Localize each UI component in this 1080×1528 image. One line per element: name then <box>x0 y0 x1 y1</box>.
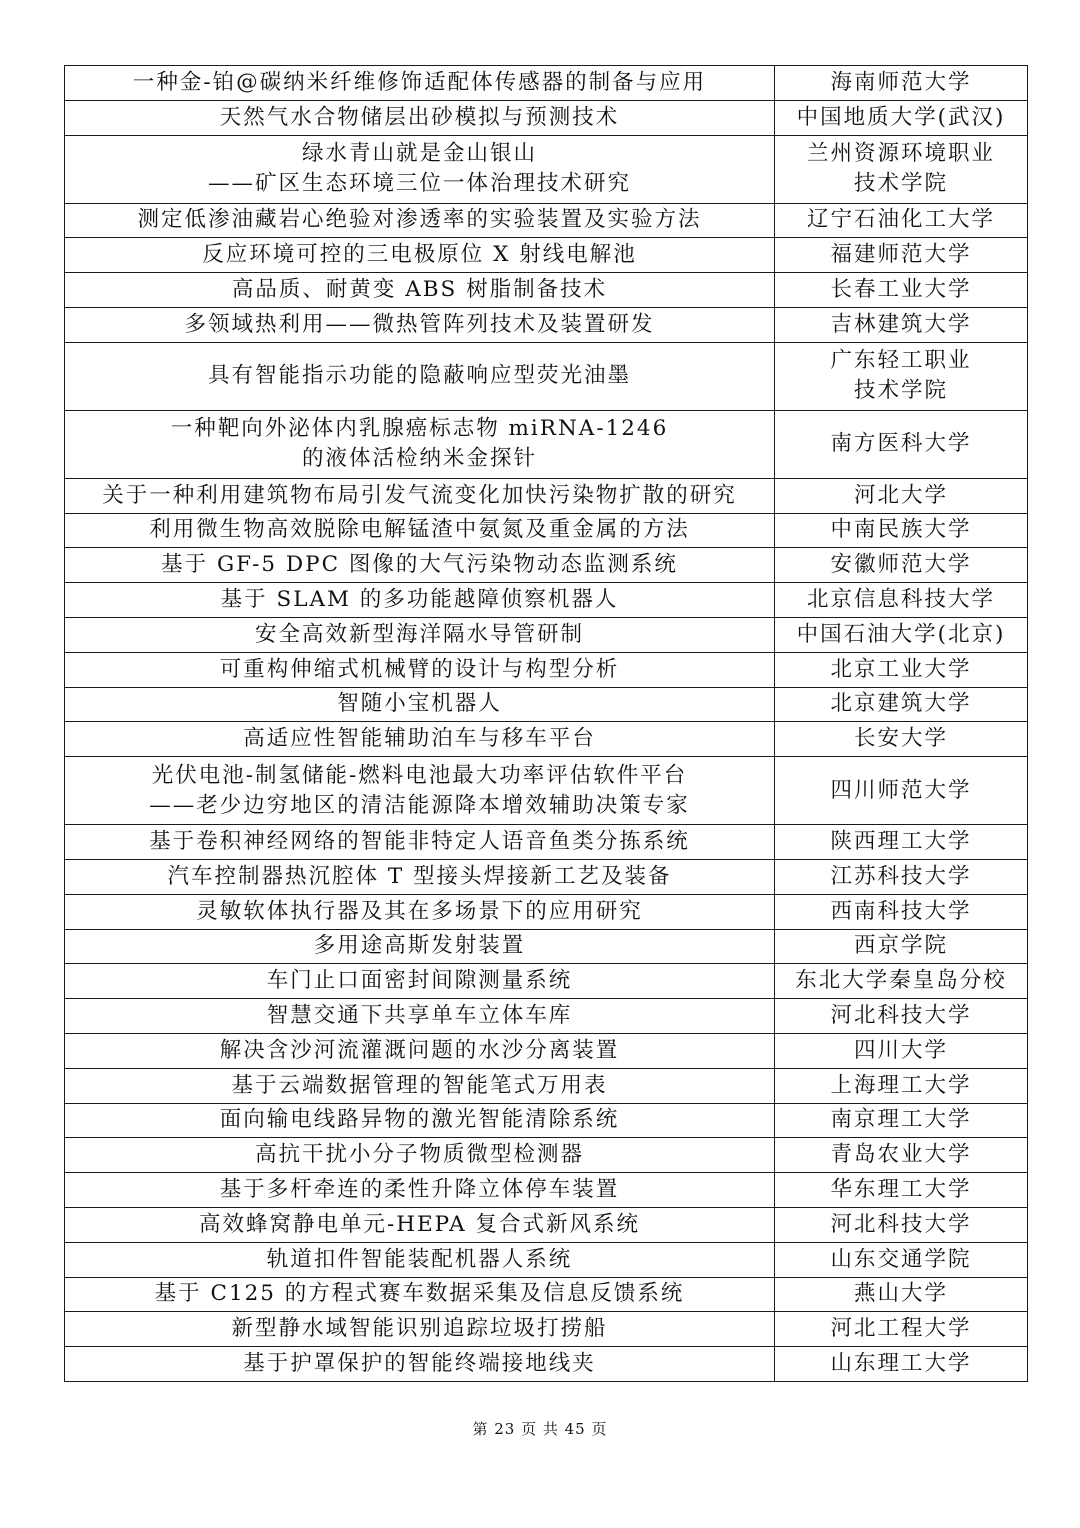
institution-cell <box>775 273 1028 308</box>
project-title-line: 基于护罩保护的智能终端接地线夹 <box>243 1351 596 1376</box>
institution-line: 四川大学 <box>853 1037 948 1063</box>
project-title-line: 基于 SLAM 的多功能越障侦察机器人 <box>220 587 619 613</box>
table-row <box>65 478 1028 513</box>
institution-line: 燕山大学 <box>853 1281 948 1307</box>
table-row <box>65 410 1028 478</box>
institution-line: 上海理工大学 <box>830 1072 972 1098</box>
table-row <box>65 203 1028 238</box>
project-title-line: ——老少边穷地区的清洁能源降本增效辅助决策专家 <box>149 792 690 818</box>
table-row <box>65 1033 1028 1068</box>
project-title-cell <box>65 929 775 964</box>
table-row <box>65 513 1028 548</box>
institution-line: 山东交通学院 <box>830 1246 972 1272</box>
table-row <box>65 894 1028 929</box>
table-row <box>65 757 1028 825</box>
project-title-cell <box>65 825 775 860</box>
institution-cell <box>775 859 1028 894</box>
project-title-cell <box>65 100 775 135</box>
project-title-cell <box>65 894 775 929</box>
project-title-line: 轨道扣件智能装配机器人系统 <box>266 1246 573 1272</box>
institution-line: 广东轻工职业 <box>830 348 972 374</box>
institution-cell <box>775 1103 1028 1138</box>
institution-line: 海南师范大学 <box>830 69 972 95</box>
table-row <box>65 859 1028 894</box>
institution-cell <box>775 894 1028 929</box>
project-title-line: 基于多杆牵连的柔性升降立体停车装置 <box>219 1177 620 1203</box>
project-title-line: 车门止口面密封间隙测量系统 <box>266 968 573 994</box>
institution-cell <box>775 652 1028 687</box>
project-title-cell <box>65 652 775 687</box>
institution-line: 中国地质大学(武汉) <box>796 104 1006 130</box>
institution-cell <box>775 410 1028 478</box>
project-title-line: 基于 GF-5 DPC 图像的大气污染物动态监测系统 <box>161 552 678 578</box>
project-title-line: 基于云端数据管理的智能笔式万用表 <box>231 1072 608 1098</box>
project-title-line: 可重构伸缩式机械臂的设计与构型分析 <box>219 656 620 682</box>
project-title-cell <box>65 548 775 583</box>
institution-cell <box>775 929 1028 964</box>
institution-cell <box>775 548 1028 583</box>
project-title-cell <box>65 238 775 273</box>
institution-line: 河北科技大学 <box>830 1003 972 1029</box>
table-row <box>65 1173 1028 1208</box>
project-title-cell <box>65 307 775 342</box>
institution-cell <box>775 1312 1028 1347</box>
project-title-cell <box>65 1033 775 1068</box>
institution-cell <box>775 478 1028 513</box>
institution-line: 北京信息科技大学 <box>806 587 995 613</box>
project-title-line: 安全高效新型海洋隔水导管研制 <box>254 621 584 647</box>
institution-line: 西南科技大学 <box>830 898 972 924</box>
institution-cell <box>775 964 1028 999</box>
institution-cell <box>775 66 1028 101</box>
table-row <box>65 1242 1028 1277</box>
institution-cell <box>775 1138 1028 1173</box>
project-title-line: 一种金-铂@碳纳米纤维修饰适配体传感器的制备与应用 <box>132 69 707 95</box>
project-title-cell <box>65 583 775 618</box>
institution-cell <box>775 1277 1028 1312</box>
project-title-cell <box>65 1277 775 1312</box>
institution-cell <box>775 513 1028 548</box>
institution-line: 四川师范大学 <box>830 777 972 803</box>
project-title-line: ——矿区生态环境三位一体治理技术研究 <box>207 171 631 197</box>
table-row <box>65 722 1028 757</box>
table-row <box>65 825 1028 860</box>
project-title-line: 利用微生物高效脱除电解锰渣中氨氮及重金属的方法 <box>149 517 690 543</box>
project-title-line: 智随小宝机器人 <box>337 691 502 717</box>
institution-cell <box>775 135 1028 203</box>
institution-line: 河北大学 <box>853 482 948 508</box>
table-row <box>65 100 1028 135</box>
project-title-cell <box>65 859 775 894</box>
institution-line: 技术学院 <box>853 171 948 197</box>
table-row <box>65 1312 1028 1347</box>
table-row <box>65 999 1028 1034</box>
project-title-line: 高抗干扰小分子物质微型检测器 <box>254 1142 584 1168</box>
institution-cell <box>775 1173 1028 1208</box>
institution-cell <box>775 1207 1028 1242</box>
institution-cell <box>775 307 1028 342</box>
project-title-cell <box>65 1207 775 1242</box>
project-title-cell <box>65 410 775 478</box>
table-row <box>65 1207 1028 1242</box>
project-title-cell <box>65 687 775 722</box>
project-title-line: 面向输电线路异物的激光智能清除系统 <box>219 1107 620 1133</box>
table-row <box>65 964 1028 999</box>
institution-cell <box>775 617 1028 652</box>
table-body <box>65 66 1028 1382</box>
table-row <box>65 135 1028 203</box>
award-list-table <box>64 65 1028 1382</box>
institution-line: 东北大学秦皇岛分校 <box>795 968 1007 994</box>
institution-line: 长春工业大学 <box>830 277 972 303</box>
institution-cell <box>775 1068 1028 1103</box>
institution-line: 南方医科大学 <box>830 431 972 457</box>
institution-line: 江苏科技大学 <box>830 863 972 889</box>
institution-cell <box>775 1033 1028 1068</box>
institution-cell <box>775 722 1028 757</box>
project-title-cell <box>65 273 775 308</box>
project-title-cell <box>65 1173 775 1208</box>
institution-line: 福建师范大学 <box>830 242 972 268</box>
project-title-line: 高效蜂窝静电单元-HEPA 复合式新风系统 <box>198 1211 641 1237</box>
project-title-line: 解决含沙河流灌溉问题的水沙分离装置 <box>219 1037 620 1063</box>
project-title-line: 光伏电池-制氢储能-燃料电池最大功率评估软件平台 <box>151 762 688 788</box>
project-title-line: 高适应性智能辅助泊车与移车平台 <box>243 726 596 752</box>
institution-line: 吉林建筑大学 <box>830 311 972 337</box>
institution-cell <box>775 583 1028 618</box>
project-title-line: 高品质、耐黄变 ABS 树脂制备技术 <box>231 277 608 303</box>
project-title-line: 的液体活检纳米金探针 <box>301 446 537 472</box>
project-title-cell <box>65 135 775 203</box>
institution-line: 西京学院 <box>853 933 948 959</box>
institution-line: 辽宁石油化工大学 <box>806 207 995 233</box>
project-title-line: 基于卷积神经网络的智能非特定人语音鱼类分拣系统 <box>149 829 690 855</box>
project-title-line: 绿水青山就是金山银山 <box>301 141 537 167</box>
institution-cell <box>775 203 1028 238</box>
project-title-line: 多领域热利用——微热管阵列技术及装置研发 <box>184 311 655 337</box>
institution-cell <box>775 825 1028 860</box>
project-title-line: 汽车控制器热沉腔体 T 型接头焊接新工艺及装备 <box>167 863 672 889</box>
project-title-cell <box>65 1242 775 1277</box>
project-title-line: 一种靶向外泌体内乳腺癌标志物 miRNA-1246 <box>170 416 669 442</box>
project-title-line: 天然气水合物储层出砂模拟与预测技术 <box>219 104 620 130</box>
project-title-line: 智慧交通下共享单车立体车库 <box>266 1003 573 1029</box>
institution-line: 北京建筑大学 <box>830 691 972 717</box>
project-title-cell <box>65 478 775 513</box>
institution-line: 长安大学 <box>853 726 948 752</box>
project-title-cell <box>65 1103 775 1138</box>
project-title-cell <box>65 66 775 101</box>
project-title-cell <box>65 722 775 757</box>
institution-line: 青岛农业大学 <box>830 1142 972 1168</box>
project-title-cell <box>65 203 775 238</box>
table-row <box>65 583 1028 618</box>
institution-line: 河北科技大学 <box>830 1211 972 1237</box>
institution-line: 中国石油大学(北京) <box>796 621 1006 647</box>
project-title-line: 反应环境可控的三电极原位 X 射线电解池 <box>202 242 637 268</box>
institution-line: 兰州资源环境职业 <box>806 141 995 167</box>
project-title-cell <box>65 999 775 1034</box>
table-row <box>65 342 1028 410</box>
institution-cell <box>775 757 1028 825</box>
project-title-line: 新型静水域智能识别追踪垃圾打捞船 <box>231 1316 608 1342</box>
institution-cell <box>775 238 1028 273</box>
project-title-line: 灵敏软体执行器及其在多场景下的应用研究 <box>196 898 643 924</box>
institution-cell <box>775 1242 1028 1277</box>
institution-cell <box>775 342 1028 410</box>
institution-line: 技术学院 <box>853 378 948 404</box>
project-title-cell <box>65 757 775 825</box>
project-title-line: 基于 C125 的方程式赛车数据采集及信息反馈系统 <box>154 1281 685 1307</box>
page-footer: 第 23 页 共 45 页 <box>472 1420 608 1438</box>
table-row <box>65 1277 1028 1312</box>
institution-line: 中南民族大学 <box>830 517 972 543</box>
table-row <box>65 307 1028 342</box>
project-title-cell <box>65 342 775 410</box>
table-row <box>65 687 1028 722</box>
institution-line: 安徽师范大学 <box>830 552 972 578</box>
project-title-cell <box>65 1347 775 1382</box>
institution-cell <box>775 999 1028 1034</box>
project-title-cell <box>65 617 775 652</box>
project-title-cell <box>65 1068 775 1103</box>
table-row <box>65 238 1028 273</box>
institution-line: 华东理工大学 <box>830 1177 972 1203</box>
table-row <box>65 1068 1028 1103</box>
table-row <box>65 1103 1028 1138</box>
project-title-cell <box>65 1312 775 1347</box>
table-row <box>65 617 1028 652</box>
table-row <box>65 1347 1028 1382</box>
project-title-line: 具有智能指示功能的隐蔽响应型荧光油墨 <box>207 363 631 389</box>
project-title-cell <box>65 1138 775 1173</box>
institution-line: 陕西理工大学 <box>830 829 972 855</box>
project-title-cell <box>65 964 775 999</box>
table-row <box>65 652 1028 687</box>
table-row <box>65 66 1028 101</box>
project-title-line: 测定低渗油藏岩心绝验对渗透率的实验装置及实验方法 <box>137 207 702 233</box>
institution-line: 山东理工大学 <box>830 1351 972 1376</box>
table-row <box>65 929 1028 964</box>
institution-cell <box>775 100 1028 135</box>
institution-line: 南京理工大学 <box>830 1107 972 1133</box>
table-row <box>65 273 1028 308</box>
institution-line: 河北工程大学 <box>830 1316 972 1342</box>
institution-line: 北京工业大学 <box>830 656 972 682</box>
project-title-line: 关于一种利用建筑物布局引发气流变化加快污染物扩散的研究 <box>102 482 737 508</box>
institution-cell <box>775 687 1028 722</box>
institution-cell <box>775 1347 1028 1382</box>
project-title-cell <box>65 513 775 548</box>
table-row <box>65 1138 1028 1173</box>
project-title-line: 多用途高斯发射装置 <box>313 933 526 959</box>
table-row <box>65 548 1028 583</box>
